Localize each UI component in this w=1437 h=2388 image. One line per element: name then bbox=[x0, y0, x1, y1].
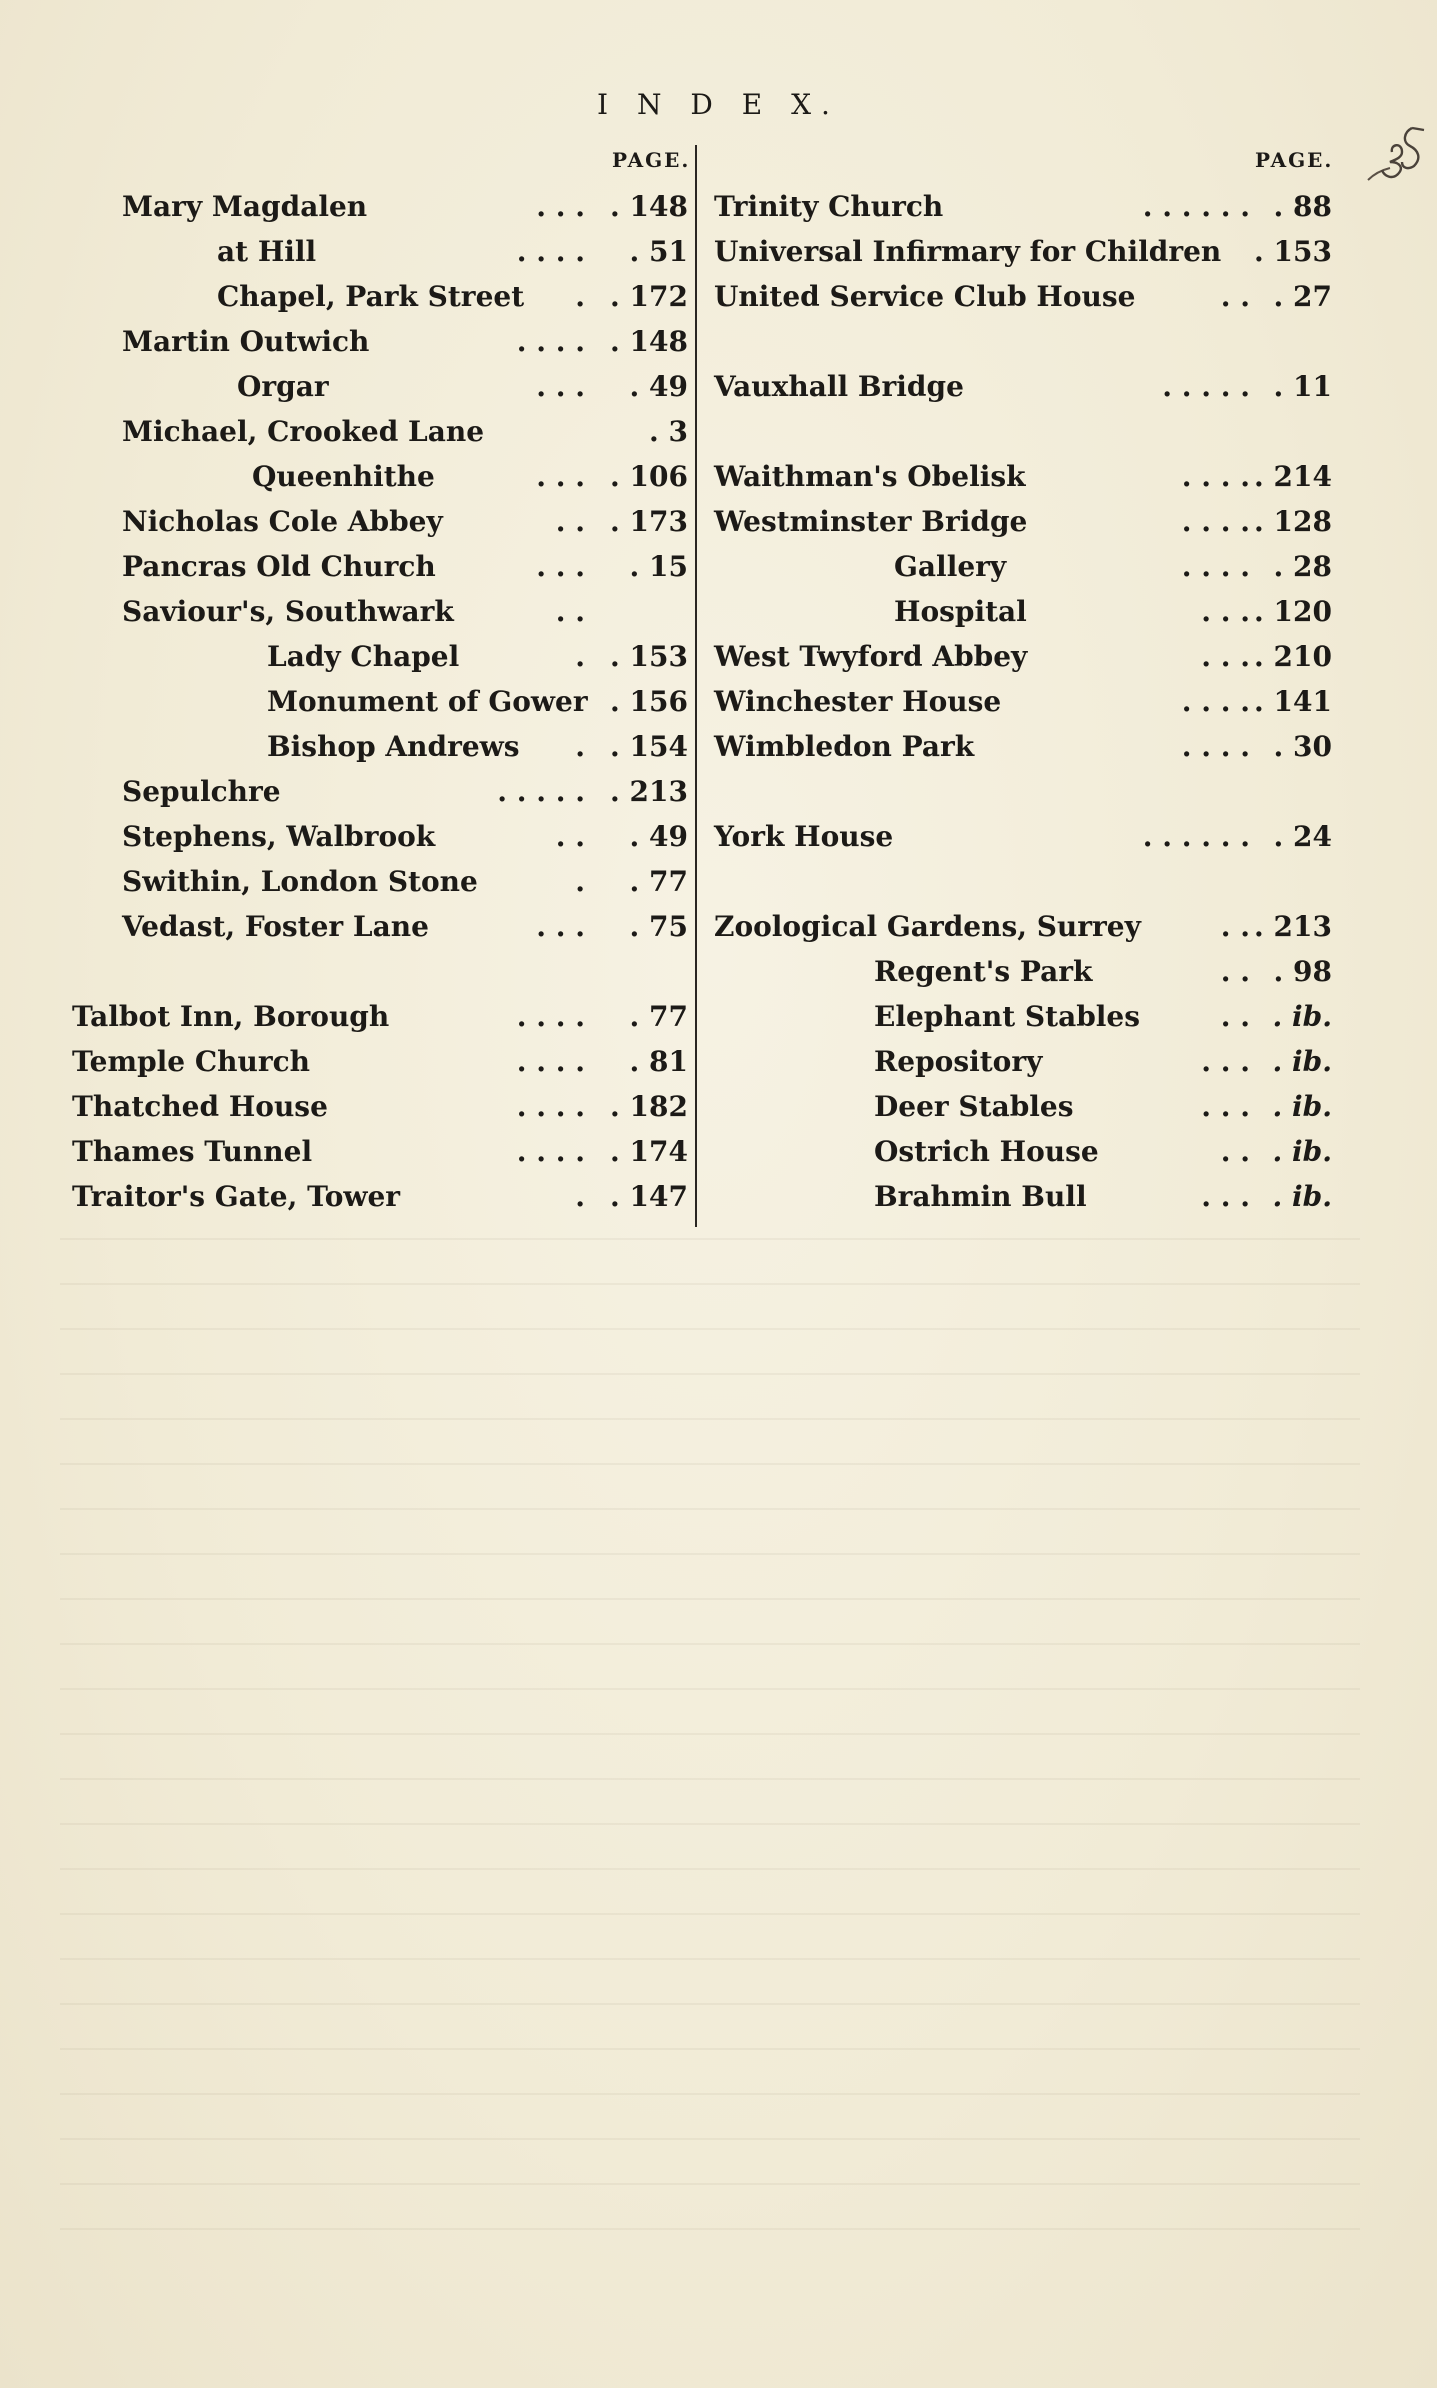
right-entry-page-number: . ib. bbox=[1272, 1000, 1332, 1033]
right-entry-leader-dots: . . . . bbox=[1181, 730, 1250, 763]
right-entry bbox=[0, 232, 1437, 272]
right-entry-leader-dots: . . . bbox=[1201, 595, 1250, 628]
right-entry-page-number: . 98 bbox=[1273, 955, 1332, 988]
right-entry bbox=[0, 547, 1437, 587]
right-entry-leader-dots: . . bbox=[1220, 910, 1250, 943]
right-entry-leader-dots: . . . . . bbox=[1162, 370, 1250, 403]
left-entry-label: Saviour's, Southwark bbox=[122, 595, 454, 628]
show-through-texture bbox=[60, 1230, 1360, 2230]
left-entry-page-number: . 77 bbox=[629, 1000, 688, 1033]
left-entry-leader-dots: . . . . bbox=[516, 1045, 585, 1078]
right-entry-leader-dots: . . bbox=[1220, 280, 1250, 313]
left-entry-page-number: . 148 bbox=[610, 325, 688, 358]
right-entry-label: United Service Club House bbox=[714, 280, 1136, 313]
left-entry-label: Traitor's Gate, Tower bbox=[72, 1180, 401, 1213]
right-entry-label: West Twyford Abbey bbox=[714, 640, 1028, 673]
left-entry-page-number: . 213 bbox=[610, 775, 688, 808]
right-entry-label: Elephant Stables bbox=[874, 1000, 1140, 1033]
right-entry bbox=[0, 367, 1437, 407]
left-entry-leader-dots: . . bbox=[555, 505, 585, 538]
left-entry-label: Monument of Gower bbox=[267, 685, 588, 718]
left-entry-page-number: . 81 bbox=[629, 1045, 688, 1078]
right-entry-label: Regent's Park bbox=[874, 955, 1093, 988]
left-entry-page-number: . 154 bbox=[610, 730, 688, 763]
left-entry-label: Swithin, London Stone bbox=[122, 865, 478, 898]
right-entry bbox=[0, 1042, 1437, 1082]
right-entry bbox=[0, 727, 1437, 767]
right-entry-page-number: . 11 bbox=[1273, 370, 1332, 403]
right-entry-page-number: . 120 bbox=[1254, 595, 1332, 628]
left-entry-leader-dots: . bbox=[575, 1180, 585, 1213]
right-entry bbox=[0, 1177, 1437, 1217]
right-entry-leader-dots: . . . bbox=[1201, 640, 1250, 673]
left-entry-leader-dots: . bbox=[575, 730, 585, 763]
left-entry-label: at Hill bbox=[217, 235, 317, 268]
right-page-column-header: PAGE. bbox=[1255, 148, 1334, 172]
left-entry-label: Temple Church bbox=[72, 1045, 310, 1078]
right-entry-label: Vauxhall Bridge bbox=[714, 370, 964, 403]
left-entry-page-number: . 77 bbox=[629, 865, 688, 898]
left-entry-leader-dots: . bbox=[575, 280, 585, 313]
right-entry-page-number: . ib. bbox=[1272, 1045, 1332, 1078]
right-entry bbox=[0, 412, 1437, 452]
left-entry-page-number: . 174 bbox=[610, 1135, 688, 1168]
left-entry-label: Sepulchre bbox=[122, 775, 281, 808]
left-entry-label: Stephens, Walbrook bbox=[122, 820, 436, 853]
left-entry-label: Orgar bbox=[237, 370, 329, 403]
left-entry-page-number: . 49 bbox=[629, 820, 688, 853]
right-entry bbox=[0, 592, 1437, 632]
right-entry bbox=[0, 817, 1437, 857]
left-entry-page-number: . 106 bbox=[610, 460, 688, 493]
right-entry-label: Hospital bbox=[894, 595, 1027, 628]
left-entry-label: Queenhithe bbox=[252, 460, 435, 493]
left-entry-leader-dots: . . bbox=[555, 820, 585, 853]
right-entry bbox=[0, 772, 1437, 812]
left-entry-label: Lady Chapel bbox=[267, 640, 460, 673]
right-entry bbox=[0, 637, 1437, 677]
right-entry-label: Brahmin Bull bbox=[874, 1180, 1087, 1213]
left-entry-page-number: . 156 bbox=[610, 685, 688, 718]
right-entry-label: Deer Stables bbox=[874, 1090, 1074, 1123]
left-entry-leader-dots: . . . . bbox=[516, 325, 585, 358]
right-entry-page-number: . 213 bbox=[1254, 910, 1332, 943]
left-entry-page-number: . 15 bbox=[629, 550, 688, 583]
right-entry-leader-dots: . . . . bbox=[1181, 550, 1250, 583]
right-entry-page-number: . ib. bbox=[1272, 1135, 1332, 1168]
left-entry-label: Pancras Old Church bbox=[122, 550, 436, 583]
right-entry-page-number: . 210 bbox=[1254, 640, 1332, 673]
right-entry-leader-dots: . . . bbox=[1201, 1090, 1250, 1123]
left-entry-leader-dots: . . . bbox=[536, 370, 585, 403]
left-entry-label: Martin Outwich bbox=[122, 325, 370, 358]
right-entry-label: Repository bbox=[874, 1045, 1043, 1078]
right-entry-leader-dots: . . bbox=[1220, 1135, 1250, 1168]
right-entry-label: Trinity Church bbox=[714, 190, 944, 223]
right-entry bbox=[0, 952, 1437, 992]
left-entry-label: Michael, Crooked Lane bbox=[122, 415, 485, 448]
right-entry-leader-dots: . . . bbox=[1201, 1045, 1250, 1078]
right-entry-label: Zoological Gardens, Surrey bbox=[714, 910, 1141, 943]
right-entry-leader-dots: . . . . . . bbox=[1142, 190, 1250, 223]
right-entry-page-number: . 141 bbox=[1254, 685, 1332, 718]
right-entry bbox=[0, 997, 1437, 1037]
right-entry-leader-dots: . . . . . . bbox=[1142, 820, 1250, 853]
left-entry-leader-dots: . . . . bbox=[516, 1090, 585, 1123]
right-entry-page-number: . 153 bbox=[1254, 235, 1332, 268]
left-entry-leader-dots: . . . . bbox=[516, 1000, 585, 1033]
left-entry-page-number: . 172 bbox=[610, 280, 688, 313]
right-entry-page-number: . 24 bbox=[1273, 820, 1332, 853]
right-entry-leader-dots: . . bbox=[1220, 1000, 1250, 1033]
right-entry bbox=[0, 862, 1437, 902]
right-entry bbox=[0, 682, 1437, 722]
left-entry-leader-dots: . . bbox=[555, 595, 585, 628]
right-entry-page-number: . ib. bbox=[1272, 1090, 1332, 1123]
right-entry-label: Winchester House bbox=[714, 685, 1002, 718]
right-entry-label: Ostrich House bbox=[874, 1135, 1099, 1168]
left-entry-page-number: . 148 bbox=[610, 190, 688, 223]
left-entry-leader-dots: . bbox=[575, 640, 585, 673]
left-entry-page-number: . 49 bbox=[629, 370, 688, 403]
right-entry-page-number: . 28 bbox=[1273, 550, 1332, 583]
left-entry-leader-dots: . . . bbox=[536, 190, 585, 223]
right-entry bbox=[0, 187, 1437, 227]
right-entry-leader-dots: . . . . bbox=[1181, 460, 1250, 493]
left-entry-label: Talbot Inn, Borough bbox=[72, 1000, 390, 1033]
right-entry-leader-dots: . . bbox=[1220, 955, 1250, 988]
right-entry-leader-dots: . . . . bbox=[1181, 505, 1250, 538]
left-entry-page-number: . 147 bbox=[610, 1180, 688, 1213]
left-page-column-header: PAGE. bbox=[612, 148, 691, 172]
right-entry-page-number: . ib. bbox=[1272, 1180, 1332, 1213]
left-entry-leader-dots: . . . bbox=[536, 460, 585, 493]
left-entry-page-number: . 173 bbox=[610, 505, 688, 538]
left-entry-leader-dots: . . . bbox=[536, 550, 585, 583]
right-entry bbox=[0, 502, 1437, 542]
right-entry-label: Westminster Bridge bbox=[714, 505, 1028, 538]
right-entry-page-number: . 27 bbox=[1273, 280, 1332, 313]
right-entry-page-number: . 214 bbox=[1254, 460, 1332, 493]
right-entry bbox=[0, 1132, 1437, 1172]
left-entry-page-number: . 3 bbox=[649, 415, 688, 448]
right-entry-page-number: . 128 bbox=[1254, 505, 1332, 538]
right-entry-label: Waithman's Obelisk bbox=[714, 460, 1026, 493]
left-entry-leader-dots: . . . bbox=[536, 910, 585, 943]
handwritten-page-number bbox=[1360, 122, 1430, 192]
left-entry-label: Bishop Andrews bbox=[267, 730, 520, 763]
right-entry-label: Universal Infirmary for Children bbox=[714, 235, 1222, 268]
left-entry-page-number: . 75 bbox=[629, 910, 688, 943]
right-entry-label: Wimbledon Park bbox=[714, 730, 975, 763]
right-entry-label: Gallery bbox=[894, 550, 1007, 583]
left-entry-leader-dots: . . . . . bbox=[497, 775, 585, 808]
left-entry-label: Chapel, Park Street bbox=[217, 280, 525, 313]
left-entry-leader-dots: . bbox=[575, 865, 585, 898]
right-entry-leader-dots: . . . bbox=[1201, 1180, 1250, 1213]
left-entry-leader-dots: . . . . bbox=[516, 235, 585, 268]
left-entry-leader-dots: . . . . bbox=[516, 1135, 585, 1168]
left-entry-label: Mary Magdalen bbox=[122, 190, 368, 223]
right-entry bbox=[0, 907, 1437, 947]
left-entry-page-number: . 182 bbox=[610, 1090, 688, 1123]
right-entry bbox=[0, 1087, 1437, 1127]
right-entry bbox=[0, 322, 1437, 362]
left-entry-label: Thatched House bbox=[72, 1090, 328, 1123]
right-entry-page-number: . 30 bbox=[1273, 730, 1332, 763]
right-entry bbox=[0, 457, 1437, 497]
right-entry-label: York House bbox=[714, 820, 894, 853]
left-entry-label: Thames Tunnel bbox=[72, 1135, 313, 1168]
page-title: I N D E X. bbox=[597, 88, 840, 121]
left-entry-page-number: . 153 bbox=[610, 640, 688, 673]
right-entry bbox=[0, 277, 1437, 317]
left-entry-page-number: . 51 bbox=[629, 235, 688, 268]
left-entry-label: Vedast, Foster Lane bbox=[122, 910, 429, 943]
right-entry-page-number: . 88 bbox=[1273, 190, 1332, 223]
right-entry-leader-dots: . . . . bbox=[1181, 685, 1250, 718]
left-entry-label: Nicholas Cole Abbey bbox=[122, 505, 443, 538]
